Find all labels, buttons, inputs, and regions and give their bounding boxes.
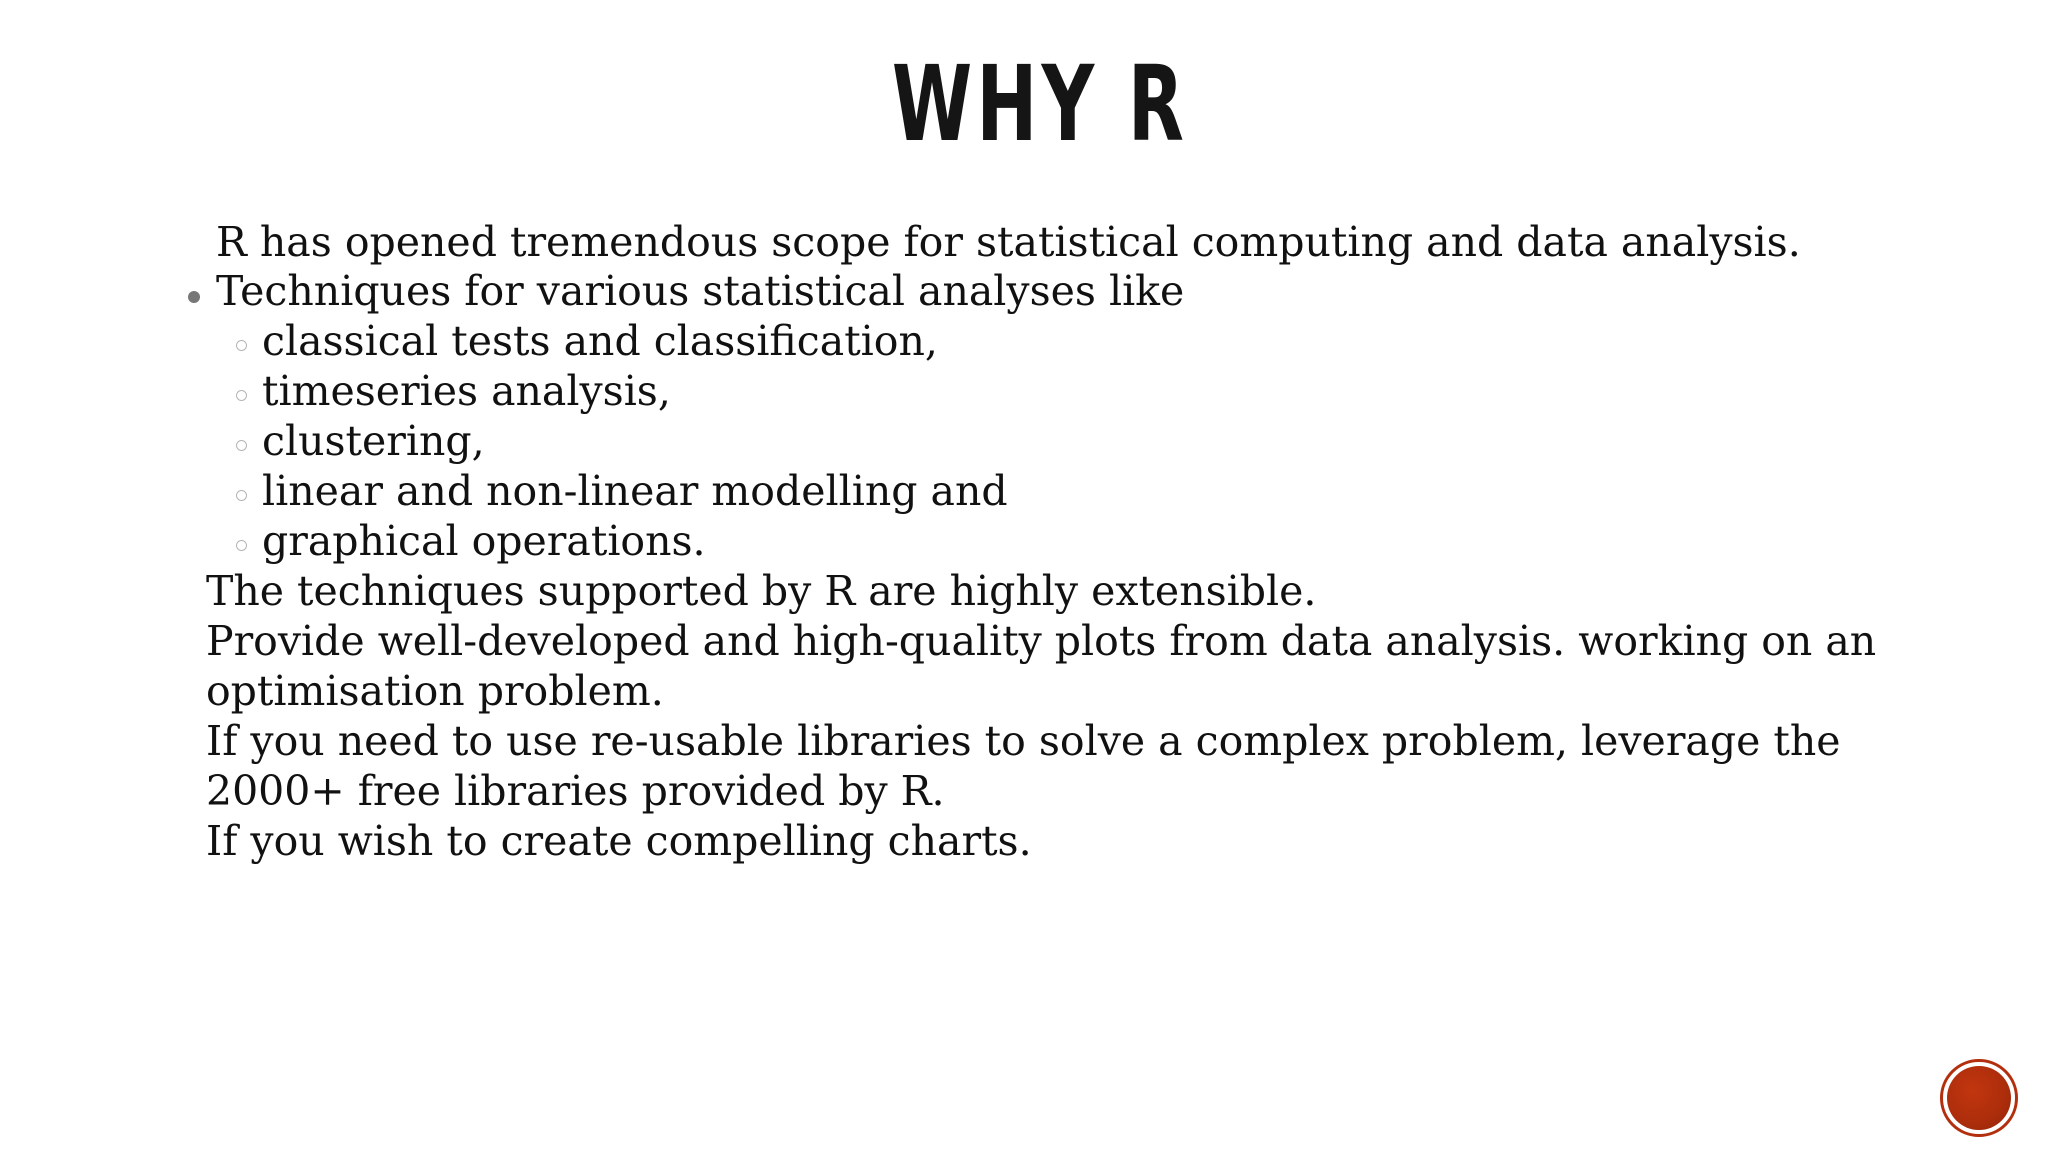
sub-bullet-icon (236, 440, 247, 451)
sub-bullet-icon (236, 540, 247, 551)
bullet-icon (188, 291, 200, 303)
red-circle-icon (1947, 1066, 2011, 1130)
sub-item-graphical: graphical operations. (262, 517, 706, 565)
text-line-libraries-count: 2000+ free libraries provided by R. (206, 767, 945, 815)
sub-item-timeseries: timeseries analysis, (262, 367, 671, 415)
text-line-optimisation: optimisation problem. (206, 667, 664, 715)
sub-item-clustering: clustering, (262, 417, 485, 465)
text-line-charts: If you wish to create compelling charts. (206, 817, 1032, 865)
sub-item-modelling: linear and non-linear modelling and (262, 467, 1008, 515)
sub-bullet-icon (236, 340, 247, 351)
slide-title: WHY R (891, 43, 1189, 165)
bullet-item-techniques: Techniques for various statistical analyses like (216, 267, 1185, 315)
slide-nav-button[interactable] (1940, 1059, 2018, 1137)
text-line-intro: R has opened tremendous scope for statistical computing and data analysis. (216, 218, 1801, 266)
sub-item-classical-tests: classical tests and classification, (262, 317, 938, 365)
text-line-libraries: If you need to use re-usable libraries to solve a complex problem, leverage the (206, 717, 1841, 765)
sub-bullet-icon (236, 490, 247, 501)
text-line-plots: Provide well-developed and high-quality plots from data analysis. working on an (206, 617, 1877, 665)
text-line-extensible: The techniques supported by R are highly extensible. (206, 567, 1317, 615)
sub-bullet-icon (236, 390, 247, 401)
